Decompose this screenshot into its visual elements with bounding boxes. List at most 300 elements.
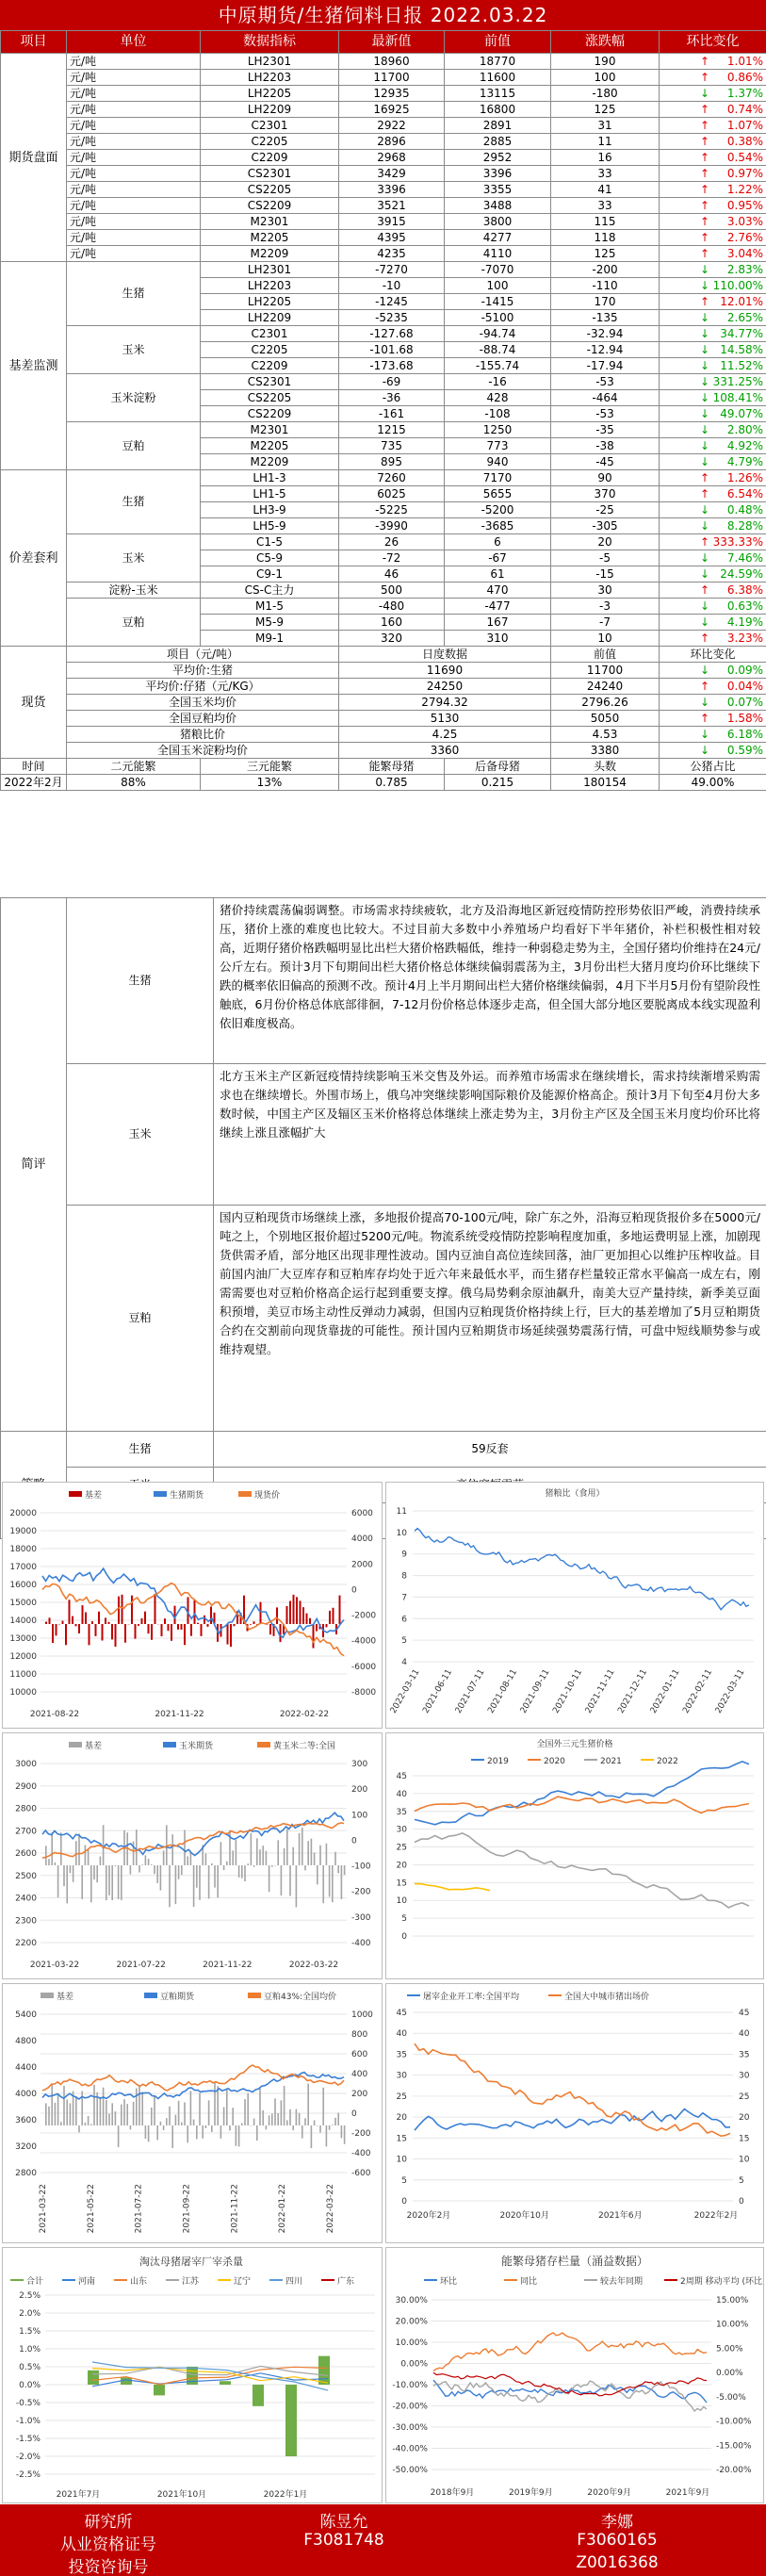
review-name: 玉米 xyxy=(67,1064,214,1206)
table-row xyxy=(1,182,766,198)
x-tick-label: 2022-03-11 xyxy=(388,1667,422,1715)
prev-cell: 2885 xyxy=(445,134,551,150)
basis-bar xyxy=(139,1865,140,1873)
chart-pig-grain-ratio xyxy=(385,1482,764,1729)
change-pct-cell xyxy=(660,390,766,406)
basis-bar xyxy=(184,1624,186,1645)
basis-bar xyxy=(232,1850,234,1865)
latest-cell: -173.68 xyxy=(339,358,445,374)
basis-bar xyxy=(322,1865,324,1903)
group-label: 生猪 xyxy=(67,262,201,326)
basis-bar xyxy=(289,2109,291,2125)
basis-bar xyxy=(108,1865,110,1895)
change-pct-cell xyxy=(660,198,766,214)
y-tick-label: 25 xyxy=(739,2092,750,2102)
table-row xyxy=(1,214,766,230)
basis-bar xyxy=(247,1863,249,1865)
footer-analyst-2-cert: F3060165 xyxy=(577,2531,658,2550)
y-tick-label: 17000 xyxy=(9,1563,37,1572)
indicator-cell: CS2209 xyxy=(201,406,339,422)
y-tick-label: 2700 xyxy=(15,1827,37,1837)
spot-header-row xyxy=(1,647,766,663)
prev-cell: 61 xyxy=(445,566,551,582)
indicator-cell: LH5-9 xyxy=(201,518,339,534)
basis-bar xyxy=(106,2100,107,2125)
y-tick-label: 40 xyxy=(396,2029,407,2040)
prev-cell: 6 xyxy=(445,534,551,550)
basis-bar xyxy=(154,1865,155,1874)
change-pct-cell xyxy=(660,518,766,534)
y-tick-label: 11 xyxy=(396,1507,407,1517)
change-cell: -7 xyxy=(551,615,660,631)
latest-cell: 320 xyxy=(339,631,445,647)
basis-bar xyxy=(271,2113,273,2125)
basis-bar xyxy=(111,2103,113,2125)
basis-bar xyxy=(81,1865,83,1899)
section-basis: 基差监测 xyxy=(1,262,67,470)
basis-bar xyxy=(302,1828,303,1865)
prev-cell: 2952 xyxy=(445,150,551,166)
y-tick-label: 200 xyxy=(351,2090,368,2099)
basis-bar xyxy=(277,1840,279,1865)
prev-cell: 4110 xyxy=(445,246,551,262)
review-pig-row xyxy=(1,898,766,1064)
unit-cell: 元/吨 xyxy=(67,86,201,102)
spot-today: 11690 xyxy=(339,663,551,679)
basis-bar xyxy=(139,2085,140,2125)
sow-cell: 0.215 xyxy=(445,775,551,791)
arrow-down-icon: ↓ xyxy=(700,86,710,100)
sow-cell: 88% xyxy=(67,775,201,791)
change-cell: 16 xyxy=(551,150,660,166)
basis-bar xyxy=(196,1865,198,1888)
basis-bar xyxy=(289,1600,291,1624)
header-chg: 涨跌幅 xyxy=(551,31,660,54)
basis-bar xyxy=(296,1597,298,1624)
sow-header-cell: 二元能繁 xyxy=(67,759,201,775)
change-pct-value: 1.26% xyxy=(726,470,763,484)
latest-cell: 3396 xyxy=(339,182,445,198)
basis-bar xyxy=(286,2120,288,2125)
spot-prev: 4.53 xyxy=(551,727,660,743)
basis-bar xyxy=(163,2125,165,2130)
table-row xyxy=(1,86,766,102)
review-corn-row xyxy=(1,1064,766,1206)
basis-bar xyxy=(65,1624,67,1645)
chart-title: 全国外三元生猪价格 xyxy=(536,1740,613,1749)
basis-bar xyxy=(269,2115,270,2125)
prev-cell: 310 xyxy=(445,631,551,647)
change-cell: -25 xyxy=(551,502,660,518)
y-tick-label: 20.00% xyxy=(395,2317,428,2327)
basis-bar xyxy=(314,1852,316,1865)
chart-pig-basis xyxy=(2,1482,383,1729)
y-tick-label: 3000 xyxy=(15,1760,37,1769)
legend-label: 基差 xyxy=(85,1742,103,1751)
spot-prev: 5050 xyxy=(551,711,660,727)
y-tick-label: -15.00% xyxy=(716,2441,752,2452)
sow-header-cell: 三元能繁 xyxy=(201,759,339,775)
arrow-down-icon: ↓ xyxy=(700,695,710,709)
legend-label: 同比 xyxy=(520,2277,538,2287)
basis-bar xyxy=(313,1624,315,1649)
legend-swatch xyxy=(69,1491,82,1497)
latest-cell: 4235 xyxy=(339,246,445,262)
basis-bar xyxy=(244,1865,246,1881)
indicator-cell: M2209 xyxy=(201,454,339,470)
y-tick-label: 2000 xyxy=(351,1560,373,1570)
y-tick-label: 0 xyxy=(401,1932,407,1942)
x-tick-label: 2021-03-22 xyxy=(39,2184,48,2234)
y-tick-label: 11000 xyxy=(9,1670,37,1680)
change-pct-value: 0.07% xyxy=(726,695,763,709)
change-pct-cell xyxy=(660,86,766,102)
change-pct-value: 108.41% xyxy=(712,390,763,404)
prev-cell: 13115 xyxy=(445,86,551,102)
basis-bar xyxy=(115,2111,117,2125)
unit-cell: 元/吨 xyxy=(67,166,201,182)
y-tick-label: 4000 xyxy=(351,1534,373,1545)
basis-bar xyxy=(309,1618,311,1624)
unit-cell: 元/吨 xyxy=(67,150,201,166)
basis-bar xyxy=(118,1597,120,1624)
basis-bar xyxy=(154,2096,155,2125)
change-cell: -17.94 xyxy=(551,358,660,374)
basis-bar xyxy=(75,1841,77,1865)
arrow-up-icon: ↑ xyxy=(700,679,710,693)
prev-cell: 428 xyxy=(445,390,551,406)
spot-today: 3360 xyxy=(339,743,551,759)
x-tick-label: 2022-02-22 xyxy=(279,1710,330,1719)
legend-label: 山东 xyxy=(130,2277,148,2287)
basis-bar xyxy=(226,2089,228,2125)
review-meal-row xyxy=(1,1206,766,1432)
change-cell: 190 xyxy=(551,54,660,70)
y-tick-label: 10 xyxy=(396,1896,407,1907)
change-pct-cell xyxy=(660,326,766,342)
basis-bar xyxy=(232,2108,234,2125)
basis-bar xyxy=(136,2089,138,2125)
change-pct-cell xyxy=(660,550,766,566)
prev-cell: -108 xyxy=(445,406,551,422)
prev-cell: -88.74 xyxy=(445,342,551,358)
indicator-cell: C2205 xyxy=(201,342,339,358)
arrow-down-icon: ↓ xyxy=(700,615,710,629)
indicator-cell: M2301 xyxy=(201,422,339,438)
legend-swatch xyxy=(69,1742,82,1747)
basis-bar xyxy=(78,1624,80,1633)
arrow-down-icon: ↓ xyxy=(700,374,710,388)
basis-bar xyxy=(171,2125,173,2148)
basis-bar xyxy=(190,2091,192,2125)
basis-bar xyxy=(253,1865,255,1867)
legend-swatch xyxy=(238,1491,252,1497)
basis-bar xyxy=(187,1856,188,1865)
basis-bar xyxy=(266,1851,268,1865)
change-pct-cell xyxy=(660,406,766,422)
basis-bar xyxy=(196,2125,198,2139)
change-pct-cell xyxy=(660,70,766,86)
y-tick-label: 1.0% xyxy=(19,2345,41,2354)
arrow-up-icon: ↑ xyxy=(700,166,710,180)
basis-bar xyxy=(93,1865,95,1879)
x-tick-label: 2021年6月 xyxy=(598,2211,643,2221)
series-2022 xyxy=(415,1884,490,1891)
basis-bar xyxy=(82,1605,84,1624)
change-cell: -180 xyxy=(551,86,660,102)
basis-bar xyxy=(214,2083,216,2125)
basis-bar xyxy=(284,2086,285,2125)
change-pct-value: 0.74% xyxy=(726,102,763,116)
change-pct-value: 4.19% xyxy=(726,615,763,629)
basis-bar xyxy=(256,2125,258,2141)
basis-bar xyxy=(236,2125,237,2146)
basis-bar xyxy=(56,1624,57,1635)
change-pct-value: 12.01% xyxy=(720,294,763,308)
latest-cell: -72 xyxy=(339,550,445,566)
latest-cell: 500 xyxy=(339,582,445,599)
chart-sow-inventory xyxy=(385,2247,764,2503)
unit-cell: 元/吨 xyxy=(67,214,201,230)
basis-bar xyxy=(121,1865,122,1900)
change-pct-value: 7.46% xyxy=(726,550,763,565)
y-tick-label: -8000 xyxy=(351,1688,377,1698)
total-bar xyxy=(220,2381,231,2385)
basis-bar xyxy=(220,1842,222,1865)
table-row xyxy=(1,198,766,214)
arrow-up-icon: ↑ xyxy=(700,711,710,725)
y-tick-label: 30 xyxy=(739,2071,750,2081)
y-tick-label: 300 xyxy=(351,1760,368,1769)
basis-bar xyxy=(78,1833,80,1865)
indicator-cell: CS2301 xyxy=(201,166,339,182)
arrow-up-icon: ↑ xyxy=(700,54,710,68)
basis-bar xyxy=(304,2118,306,2125)
y-tick-label: 1.5% xyxy=(19,2327,41,2337)
y-tick-label: 7 xyxy=(401,1593,407,1603)
arrow-up-icon: ↑ xyxy=(700,230,710,244)
basis-bar xyxy=(211,1863,213,1865)
change-pct-cell xyxy=(660,438,766,454)
basis-bar xyxy=(178,1865,180,1879)
basis-bar xyxy=(122,1595,123,1624)
basis-bar xyxy=(329,1611,331,1624)
arrow-up-icon: ↑ xyxy=(700,182,710,196)
section-review: 简评 xyxy=(1,898,67,1432)
unit-cell: 元/吨 xyxy=(67,230,201,246)
change-cell: -5 xyxy=(551,550,660,566)
legend-swatch xyxy=(41,1993,54,1998)
group-label: 玉米 xyxy=(67,534,201,582)
change-pct-value: 2.76% xyxy=(726,230,763,244)
latest-cell: -10 xyxy=(339,278,445,294)
basis-bar xyxy=(156,2125,158,2140)
section-spot: 现货 xyxy=(1,647,67,759)
basis-bar xyxy=(63,1865,65,1886)
basis-bar xyxy=(184,1829,186,1865)
arrow-down-icon: ↓ xyxy=(700,599,710,613)
basis-bar xyxy=(296,1865,298,1907)
arrow-up-icon: ↑ xyxy=(700,102,710,116)
y-tick-label: 4 xyxy=(401,1658,407,1667)
latest-cell: 12935 xyxy=(339,86,445,102)
sow-cell: 2022年2月 xyxy=(1,775,67,791)
basis-bar xyxy=(51,1832,53,1865)
prev-cell: 2891 xyxy=(445,118,551,134)
basis-bar xyxy=(190,1852,192,1865)
basis-bar xyxy=(106,1865,107,1900)
change-cell: -53 xyxy=(551,374,660,390)
basis-bar xyxy=(316,1624,318,1632)
legend-swatch xyxy=(163,1742,176,1747)
slaughter-rate-line xyxy=(415,2109,730,2131)
y-tick-label: 5.00% xyxy=(716,2344,743,2354)
group-label: 淀粉-玉米 xyxy=(67,582,201,599)
basis-bar xyxy=(217,1865,219,1897)
pig-price-line xyxy=(415,2043,730,2136)
unit-cell: 元/吨 xyxy=(67,134,201,150)
basis-bar xyxy=(210,1606,212,1624)
y-tick-label: 10.00% xyxy=(716,2320,749,2330)
basis-bar xyxy=(344,2125,346,2144)
basis-bar xyxy=(326,2125,328,2146)
basis-bar xyxy=(238,2125,240,2146)
basis-bar xyxy=(45,2103,47,2125)
indicator-cell: C9-1 xyxy=(201,566,339,582)
basis-bar xyxy=(121,2105,122,2125)
change-cell: 125 xyxy=(551,102,660,118)
basis-bar xyxy=(274,1865,276,1866)
basis-bar xyxy=(227,1624,229,1645)
footer-label-cert: 从业资格证号 xyxy=(60,2535,156,2554)
change-cell: -45 xyxy=(551,454,660,470)
change-pct-value: 0.86% xyxy=(726,70,763,84)
basis-bar xyxy=(118,1865,120,1899)
change-pct-value: 0.04% xyxy=(726,679,763,693)
y-tick-label: 45 xyxy=(396,2009,407,2018)
x-tick-label: 2021-07-22 xyxy=(134,2184,144,2234)
basis-bar xyxy=(164,1618,166,1624)
basis-bar xyxy=(184,2102,186,2125)
y-tick-label: 2500 xyxy=(15,1871,37,1881)
basis-bar xyxy=(123,2099,125,2125)
y-tick-label: 15000 xyxy=(9,1599,37,1608)
change-pct-value: 14.58% xyxy=(720,342,763,356)
header-indicator: 数据指标 xyxy=(201,31,339,54)
y-tick-label: 0.5% xyxy=(19,2363,41,2372)
x-tick-label: 2021-07-11 xyxy=(453,1667,487,1715)
y-tick-label: 10 xyxy=(396,2155,407,2165)
y-tick-label: 4000 xyxy=(15,2090,37,2099)
basis-bar xyxy=(160,1865,162,1891)
basis-bar xyxy=(178,2101,180,2125)
basis-bar xyxy=(199,2092,201,2125)
indicator-cell: LH2205 xyxy=(201,86,339,102)
y-tick-label: 9 xyxy=(401,1550,407,1560)
arrow-up-icon: ↑ xyxy=(700,246,710,260)
latest-cell: 2968 xyxy=(339,150,445,166)
change-cell: -32.94 xyxy=(551,326,660,342)
basis-bar xyxy=(73,1865,74,1882)
sow-cell: 0.785 xyxy=(339,775,445,791)
basis-bar xyxy=(271,1865,273,1867)
indicator-cell: LH1-3 xyxy=(201,470,339,486)
indicator-cell: M2301 xyxy=(201,214,339,230)
arrow-up-icon: ↑ xyxy=(700,150,710,164)
legend-label: 2020 xyxy=(544,1757,565,1766)
basis-bar xyxy=(238,1865,240,1878)
y-tick-label: 2200 xyxy=(15,1939,37,1948)
basis-bar xyxy=(55,2103,57,2125)
indicator-cell: CS-C主力 xyxy=(201,582,339,599)
change-cell: 90 xyxy=(551,470,660,486)
change-pct-value: 3.04% xyxy=(726,246,763,260)
change-cell: 100 xyxy=(551,70,660,86)
prev-cell: 1250 xyxy=(445,422,551,438)
y-tick-label: 25 xyxy=(396,2092,407,2102)
y-tick-label: 2400 xyxy=(15,1894,37,1904)
y-tick-label: 2800 xyxy=(15,1804,37,1814)
legend-label: 2019 xyxy=(487,1757,509,1766)
x-tick-label: 2021-11-11 xyxy=(583,1667,617,1715)
y-tick-label: 10.00% xyxy=(395,2338,428,2348)
latest-cell: 2922 xyxy=(339,118,445,134)
change-cell: -35 xyxy=(551,422,660,438)
legend-label: 玉米期货 xyxy=(179,1742,214,1751)
basis-bar xyxy=(181,1865,183,1875)
indicator-cell: C2301 xyxy=(201,118,339,134)
y-tick-label: -400 xyxy=(351,2149,371,2158)
x-tick-label: 2021-03-22 xyxy=(29,1961,80,1970)
unit-cell: 元/吨 xyxy=(67,102,201,118)
basis-bar xyxy=(299,1833,301,1865)
prev-cell: -16 xyxy=(445,374,551,390)
legend-label: 江苏 xyxy=(182,2277,200,2287)
table-row xyxy=(1,679,766,695)
basis-bar xyxy=(193,2120,195,2125)
basis-bar xyxy=(48,2107,50,2125)
latest-cell: 6025 xyxy=(339,486,445,502)
y-tick-label: 0 xyxy=(401,2197,407,2207)
y-tick-label: 3600 xyxy=(15,2116,37,2125)
change-cell: 170 xyxy=(551,294,660,310)
basis-bar xyxy=(96,1865,98,1882)
arrow-up-icon: ↑ xyxy=(700,470,710,484)
legend-label: 四川 xyxy=(285,2277,303,2287)
spot-item: 全国玉米均价 xyxy=(67,695,339,711)
y-tick-label: -20.00% xyxy=(716,2466,752,2475)
prev-cell: -5200 xyxy=(445,502,551,518)
y-tick-label: 20 xyxy=(739,2113,750,2124)
y-tick-label: -1.5% xyxy=(15,2435,41,2444)
basis-bar xyxy=(311,1839,313,1865)
latest-cell: -36 xyxy=(339,390,445,406)
change-cell: 33 xyxy=(551,166,660,182)
change-pct-value: 1.22% xyxy=(726,182,763,196)
basis-bar xyxy=(256,1838,258,1865)
basis-bar xyxy=(329,1865,331,1896)
basis-bar xyxy=(253,1621,255,1624)
basis-bar xyxy=(88,1848,90,1865)
basis-bar xyxy=(276,1607,278,1624)
x-tick-label: 2022年1月 xyxy=(263,2490,308,2500)
basis-bar xyxy=(55,1862,57,1865)
change-cell: 370 xyxy=(551,486,660,502)
y-tick-label: 1000 xyxy=(351,2010,373,2020)
arrow-up-icon: ↑ xyxy=(700,486,710,500)
y-tick-label: -20.00% xyxy=(392,2402,428,2412)
basis-bar xyxy=(197,1623,199,1624)
